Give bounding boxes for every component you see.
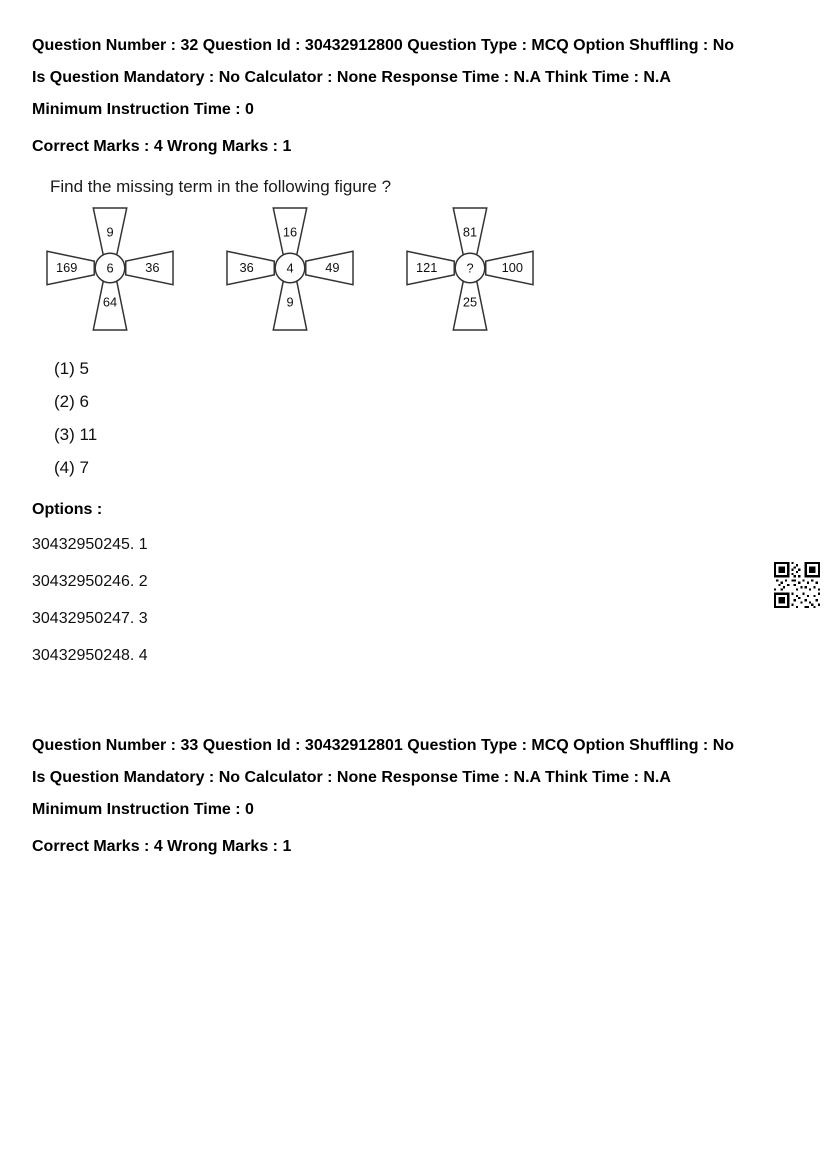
hub-value: 6 <box>106 260 114 276</box>
question-32-block <box>32 30 794 674</box>
marks-line: Correct Marks : 4 Wrong Marks : 1 <box>32 138 292 155</box>
question-32-header <box>32 30 794 163</box>
question-header-line: Question Number : 32 Question Id : 30432912800 Question Type : MCQ Option Shuffling : No <box>32 37 735 54</box>
pinwheel-figure-3 <box>406 206 534 332</box>
options-heading: Options : <box>32 501 103 518</box>
question-header-line: Minimum Instruction Time : 0 <box>32 801 254 818</box>
blade-bottom-value: 9 <box>286 294 294 310</box>
option-id-row-2: 30432950246. 2 <box>32 573 148 590</box>
blade-bottom-value: 64 <box>102 294 118 310</box>
blade-top-value: 16 <box>282 224 298 240</box>
pinwheel-figure-1 <box>46 206 174 332</box>
answer-choice-1: (1) 5 <box>54 359 89 378</box>
blade-bottom-value: 25 <box>462 294 478 310</box>
question-header-line: Minimum Instruction Time : 0 <box>32 101 254 118</box>
option-id-row-3: 30432950247. 3 <box>32 610 148 627</box>
figures-row <box>46 206 794 332</box>
question-33-block <box>32 730 794 863</box>
hub-value: ? <box>466 260 474 276</box>
option-id-row-1: 30432950245. 1 <box>32 536 148 553</box>
question-header-line: Question Number : 33 Question Id : 30432912801 Question Type : MCQ Option Shuffling : No <box>32 737 735 754</box>
marks-line: Correct Marks : 4 Wrong Marks : 1 <box>32 838 292 855</box>
option-id-row-4: 30432950248. 4 <box>32 647 148 664</box>
blade-top-value: 81 <box>462 224 478 240</box>
question-header-line: Is Question Mandatory : No Calculator : None Response Time : N.A Think Time : N.A <box>32 769 671 786</box>
question-text: Find the missing term in the following figure ? <box>50 177 392 196</box>
option-id-list <box>32 526 794 674</box>
qr-code <box>774 562 820 608</box>
blade-top-value: 9 <box>106 224 114 240</box>
answer-choices <box>54 352 794 484</box>
answer-choice-4: (4) 7 <box>54 458 89 477</box>
answer-choice-3: (3) 11 <box>54 425 98 444</box>
hub-value: 4 <box>286 260 294 276</box>
blade-left-value: 169 <box>55 259 78 275</box>
pinwheel-figure-2 <box>226 206 354 332</box>
blade-right-value: 100 <box>501 259 524 275</box>
blade-right-value: 49 <box>325 259 340 275</box>
blade-left-value: 121 <box>415 259 438 275</box>
answer-choice-2: (2) 6 <box>54 392 89 411</box>
blade-left-value: 36 <box>239 259 254 275</box>
question-33-header <box>32 730 794 863</box>
question-header-line: Is Question Mandatory : No Calculator : None Response Time : N.A Think Time : N.A <box>32 69 671 86</box>
blade-right-value: 36 <box>145 259 160 275</box>
